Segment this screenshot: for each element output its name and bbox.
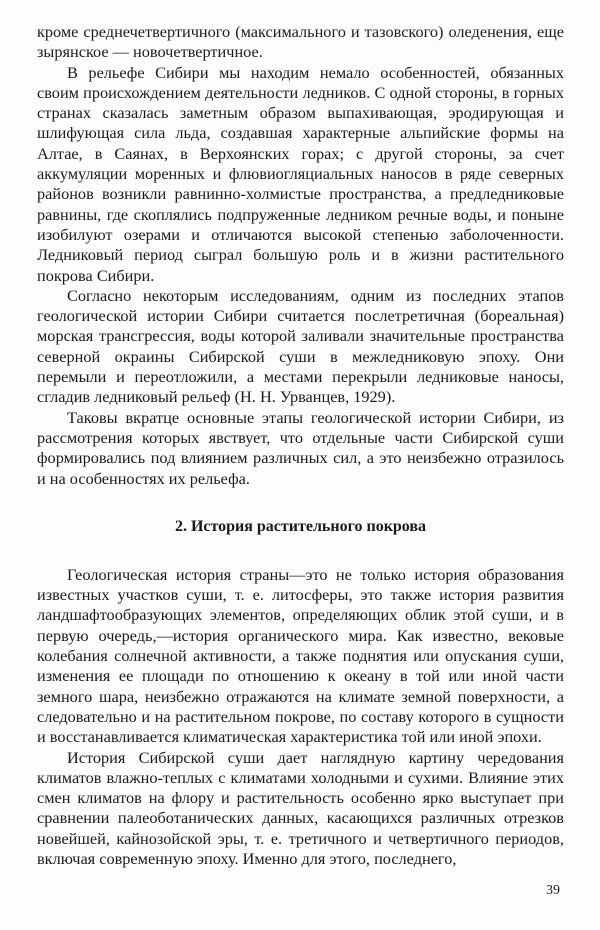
paragraph-glacial-relief: В рельефе Сибири мы находим немало особенностей, обязанных своим происхождением деятельности ледников. С одной стороны, в горных странах сказалась заметным образом выпахивающая, эродирующая и шлифующая сила льда, создавшая характерные альпийские формы на Алтае, в Саянах, в Верхоянских горах; с другой стороны, за счет аккумуляции моренных и флювиогляциальных наносов в ряде северных районов возникли равнинно-холмистые пространства, а предледниковые равнины, где скоплялись подпруженные ледником речные воды, и поныне изобилуют озерами и отличаются высокой степенью заболоченности. Ледниковый период сыграл большую роль и в жизни растительного покрова Сибири.: [37, 62, 564, 285]
paragraph-summary: Таковы вкратце основные этапы геологической истории Сибири, из рассмотрения которых явствует, что отдельные части Сибирской суши формировались под влиянием различных сил, а это неизбежно отразилось и на особенностях их рельефа.: [37, 407, 564, 488]
paragraph-continued: кроме среднечетвертичного (максимального и тазовского) оледенения, еще зырянское — новочетвертичное.: [37, 22, 564, 62]
paragraph-geological-history: Геологическая история страны—это не только история образования известных участков суши, т. е. литосферы, это также история развития ландшафтообразующих элементов, определяющих облик этой суши, и в первую очередь,—история органического мира. Как известно, вековые колебания солнечной активности, а также поднятия или опускания суши, изменения ее площади по отношению к океану в той или иной части земного шара, неизбежно отражаются на климате земной поверхности, а следовательно и на растительном покрове, по составу которого в сущности и восстанавливается климатическая характеристика той или иной эпохи.: [37, 564, 564, 747]
section-heading: 2. История растительного покрова: [174, 517, 427, 535]
paragraph-transgression: Согласно некоторым исследованиям, одним из последних этапов геологической истории Сибири считается послетретичная (бореальная) морская трансгрессия, воды которой заливали значительные пространства северной окраины Сибирской суши в межледниковую эпоху. Они перемыли и переотложили, а местами перекрыли ледниковые наносы, сгладив ледниковый рельеф (Н. Н. Урванцев, 1929).: [37, 285, 564, 407]
paragraph-siberian-climates: История Сибирской суши дает наглядную картину чередования климатов влажно-теплых с климатами холодными и сухими. Влияние этих смен климатов на флору и растительность особенно ярко выступает при сравнении палеоботанических данных, касающихся различных отрезков новейшей, кайнозойской эры, т. е. третичного и четвертичного периодов, включая современную эпоху. Именно для этого, последнего,: [37, 747, 564, 868]
page-number: 39: [546, 883, 560, 898]
